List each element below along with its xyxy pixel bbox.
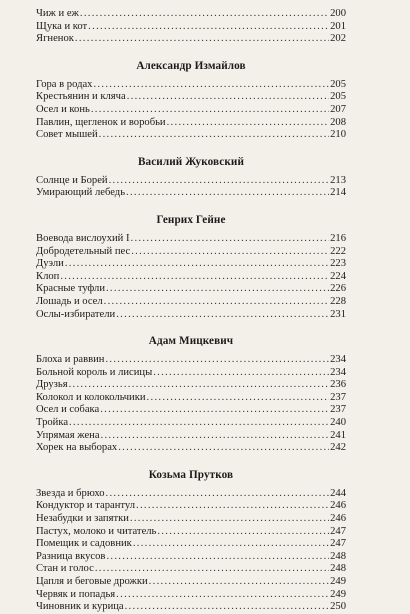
entry-title: Кондуктор и тарантул <box>36 500 135 512</box>
toc-entry <box>36 513 346 526</box>
page-number: 240 <box>330 417 346 429</box>
dot-leader <box>125 601 330 614</box>
toc-entry <box>36 488 346 501</box>
toc-section <box>36 8 346 46</box>
page-number: 202 <box>330 33 346 45</box>
toc-entry <box>36 296 346 309</box>
entry-title: Хорек на выборах <box>36 442 118 454</box>
entry-title: Пастух, молоко и читатель <box>36 525 157 537</box>
dot-leader <box>99 129 329 142</box>
entry-title: Больной король и лисицы <box>36 366 153 378</box>
dot-leader <box>149 576 329 589</box>
page-number: 236 <box>330 379 346 391</box>
entry-title: Осел и собака <box>36 404 100 416</box>
toc-entry <box>36 589 346 602</box>
dot-leader <box>133 538 329 551</box>
toc-entry <box>36 233 346 246</box>
page-number: 234 <box>330 354 346 366</box>
page-number: 249 <box>330 576 346 587</box>
toc-entry <box>36 563 346 576</box>
dot-leader <box>80 8 329 21</box>
toc-section <box>36 155 346 200</box>
toc-entry <box>36 442 346 455</box>
dot-leader <box>116 589 329 602</box>
dot-leader <box>106 551 329 564</box>
toc-entry <box>36 404 346 417</box>
page-number: 241 <box>330 429 346 441</box>
dot-leader <box>105 354 329 367</box>
dot-leader <box>100 404 329 417</box>
toc-entry <box>36 79 346 92</box>
author-heading: Василий Жуковский <box>137 155 245 168</box>
toc-entry <box>36 129 346 142</box>
entry-title: Помещик и садовник <box>36 538 132 550</box>
dot-leader <box>104 296 329 309</box>
entry-title: Совет мышей <box>36 129 98 141</box>
toc-entry <box>36 8 346 21</box>
toc-entry <box>36 379 346 392</box>
toc-entry <box>36 33 346 46</box>
entry-title: Щука и кот <box>36 20 88 32</box>
toc-entry <box>36 283 346 296</box>
page-number: 208 <box>330 116 346 128</box>
toc-entry <box>36 576 346 589</box>
dot-leader <box>101 430 330 443</box>
page-number: 205 <box>330 78 346 90</box>
toc-entry <box>36 117 346 130</box>
dot-leader <box>130 513 329 526</box>
entry-title: Красные туфли <box>36 283 105 295</box>
page-number: 244 <box>330 487 346 499</box>
page-number: 237 <box>330 404 346 416</box>
toc-entry <box>36 392 346 405</box>
author-heading: Александр Измайлов <box>136 59 246 72</box>
entry-title: Дуэли <box>36 258 64 270</box>
entry-title: Цапля и беговые дрожки <box>36 576 148 587</box>
page-number: 213 <box>330 174 346 186</box>
page-number: 247 <box>330 538 346 550</box>
dot-leader <box>69 379 330 392</box>
toc-entry <box>36 551 346 564</box>
page-number: 201 <box>330 20 346 32</box>
dot-leader <box>116 309 329 322</box>
entry-title: Солнце и Борей <box>36 174 108 186</box>
author-heading: Адам Мицкевич <box>148 335 234 348</box>
entry-title: Стан и голос <box>36 563 94 575</box>
toc-section <box>36 468 346 614</box>
page-number: 207 <box>330 103 346 115</box>
dot-leader <box>88 21 329 34</box>
page-number: 248 <box>330 563 346 575</box>
dot-leader <box>60 271 329 284</box>
toc-entry <box>36 91 346 104</box>
page-number: 242 <box>330 442 346 454</box>
page-number: 250 <box>330 601 346 613</box>
entry-title: Ослы-избиратели <box>36 308 116 320</box>
toc-entry <box>36 175 346 188</box>
entry-title: Тройка <box>36 417 69 429</box>
page-number: 222 <box>330 245 346 257</box>
dot-leader <box>126 187 329 200</box>
entry-title: Лошадь и осел <box>36 295 103 307</box>
toc-section <box>36 59 346 142</box>
toc-entry <box>36 309 346 322</box>
page-number: 200 <box>330 8 346 19</box>
entry-title: Добродетельный пес <box>36 245 131 257</box>
dot-leader <box>127 91 329 104</box>
dot-leader <box>93 79 329 92</box>
entry-title: Чиновник и курица <box>36 601 124 613</box>
entry-title: Осел и конь <box>36 103 90 115</box>
toc-entry <box>36 21 346 34</box>
dot-leader <box>69 417 329 430</box>
toc-entry <box>36 500 346 513</box>
entry-title: Колокол и колокольчики <box>36 391 146 403</box>
dot-leader <box>75 33 329 46</box>
toc-entry <box>36 538 346 551</box>
entry-title: Незабудки и запятки <box>36 513 129 525</box>
dot-leader <box>118 442 329 455</box>
page-number: 224 <box>330 270 346 282</box>
entry-title: Гора в родах <box>36 78 93 90</box>
page-number: 228 <box>330 295 346 307</box>
entry-title: Павлин, щегленок и воробьи <box>36 116 166 128</box>
entry-title: Клоп <box>36 270 60 282</box>
toc-section <box>36 213 346 321</box>
toc-entry <box>36 271 346 284</box>
page-number: 226 <box>330 283 346 295</box>
page-number: 249 <box>330 588 346 600</box>
entry-title: Ягненок <box>36 33 74 45</box>
author-heading: Генрих Гейне <box>156 213 226 226</box>
page-number: 237 <box>330 391 346 403</box>
page-number: 205 <box>330 91 346 103</box>
dot-leader <box>147 392 330 405</box>
entry-title: Умирающий лебедь <box>36 187 126 199</box>
page-number: 246 <box>330 500 346 512</box>
toc-entry <box>36 246 346 259</box>
dot-leader <box>95 563 329 576</box>
toc-entry <box>36 367 346 380</box>
toc-section <box>36 334 346 455</box>
dot-leader <box>91 104 329 117</box>
dot-leader <box>167 117 330 130</box>
page-number: 247 <box>330 525 346 537</box>
entry-title: Упрямая жена <box>36 429 100 441</box>
entry-title: Звезда и брюхо <box>36 487 105 499</box>
page-number: 214 <box>330 187 346 199</box>
dot-leader <box>65 258 329 271</box>
dot-leader <box>109 175 330 188</box>
toc-entry <box>36 601 346 614</box>
entry-title: Разница вкусов <box>36 550 106 562</box>
page-number: 216 <box>330 232 346 244</box>
author-heading: Козьма Прутков <box>148 468 234 481</box>
dot-leader <box>106 488 330 501</box>
dot-leader <box>106 283 329 296</box>
entry-title: Крестьянин и кляча <box>36 91 126 103</box>
page-number: 231 <box>330 308 346 320</box>
dot-leader <box>131 233 330 246</box>
entry-title: Червяк и попадья <box>36 588 116 600</box>
page-number: 248 <box>330 550 346 562</box>
toc-entry <box>36 187 346 200</box>
dot-leader <box>136 500 329 513</box>
toc-entry <box>36 104 346 117</box>
dot-leader <box>131 246 329 259</box>
toc-entry <box>36 258 346 271</box>
page-number: 210 <box>330 129 346 141</box>
page-number: 234 <box>330 366 346 378</box>
dot-leader <box>153 367 329 380</box>
entry-title: Чиж и еж <box>36 8 79 19</box>
entry-title: Воевода вислоухий I <box>36 232 130 244</box>
toc-entry <box>36 417 346 430</box>
entry-title: Блоха и раввин <box>36 354 105 366</box>
toc-entry <box>36 526 346 539</box>
dot-leader <box>157 526 329 539</box>
toc-entry <box>36 430 346 443</box>
entry-title: Друзья <box>36 379 68 391</box>
page-number: 223 <box>330 258 346 270</box>
toc-entry <box>36 354 346 367</box>
page-number: 246 <box>330 513 346 525</box>
